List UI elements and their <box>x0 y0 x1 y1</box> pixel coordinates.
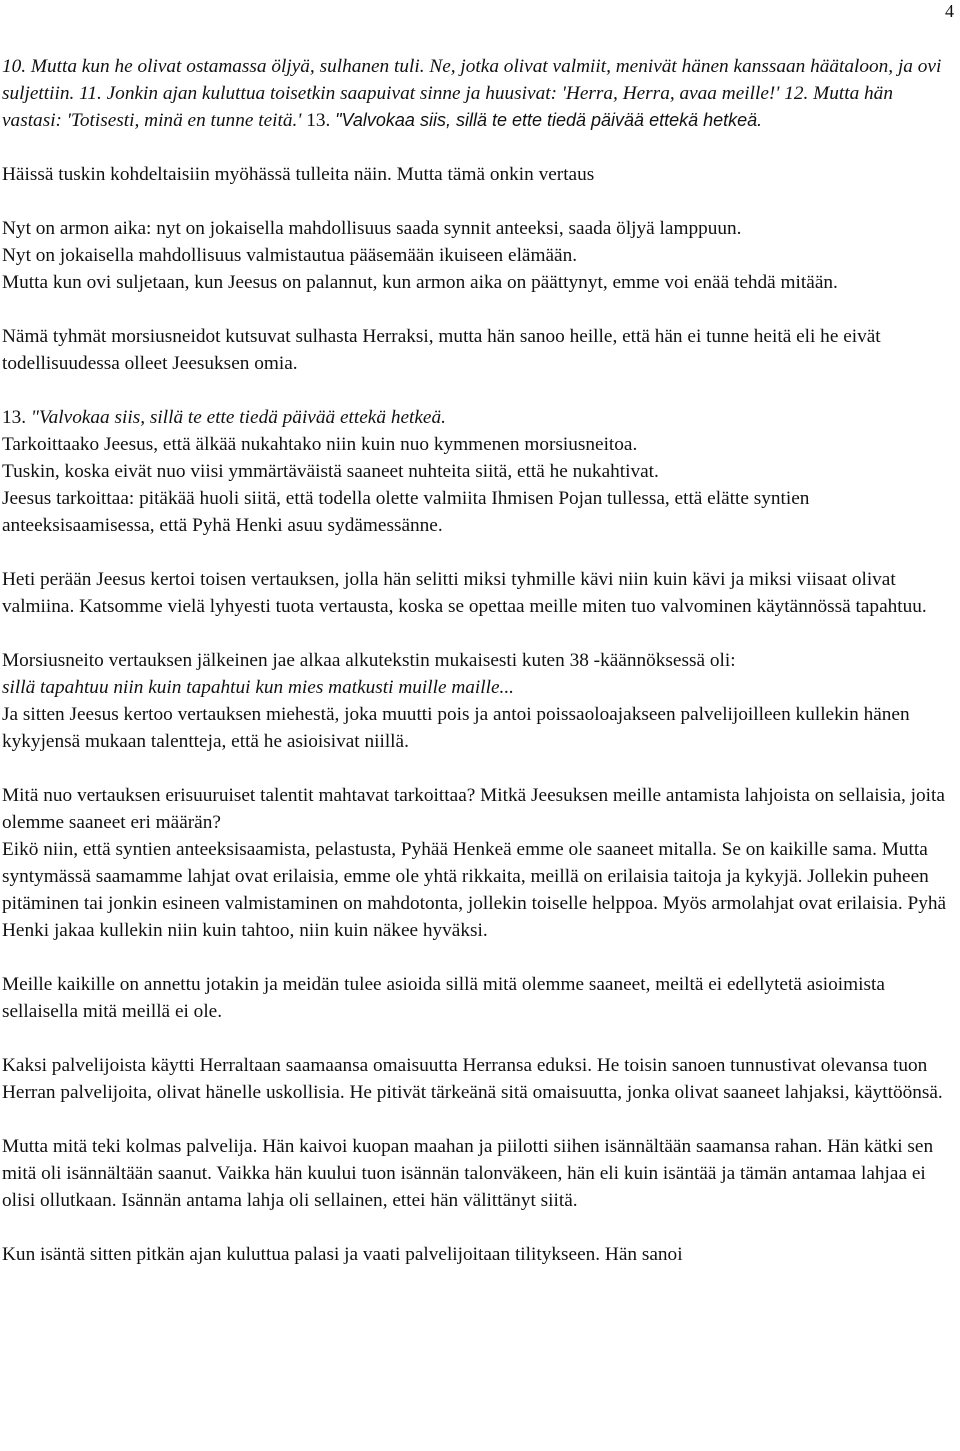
verse-13-text: "Valvokaa siis, sillä te ette tiedä päivää ettekä hetkeä. <box>335 110 763 130</box>
paragraph: Nyt on armon aika: nyt on jokaisella mahdollisuus saada synnit anteeksi, saada öljyä lamppuun. <box>2 218 742 239</box>
paragraph: Nyt on jokaisella mahdollisuus valmistautua pääsemään ikuiseen elämään. <box>2 245 578 266</box>
page-number: 4 <box>945 1 954 21</box>
scripture-quote-text: 10. Mutta kun he olivat ostamassa öljyä, sulhanen tuli. Ne, jotka olivat valmiit, menivät hänen kanssaan häätaloon, ja ovi suljettiin. 11. Jonkin ajan kuluttua toisetkin saapuivat sinne ja huusivat: 'Herra, Herra, avaa meille!' 12. Mutta hän vastasi: 'Totisesti, minä en tunne teitä.' <box>2 56 942 131</box>
paragraph: Heti perään Jeesus kertoi toisen vertauksen, jolla hän selitti miksi tyhmille kävi niin kuin kävi ja miksi viisaat olivat valmiina. Katsomme vielä lyhyesti tuota vertausta, koska se opettaa meille miten tuo valvominen käytännössä tapahtuu. <box>2 569 927 617</box>
paragraph: Kun isäntä sitten pitkän ajan kuluttua palasi ja vaati palvelijoitaan tilitykseen. Hän sanoi <box>2 1244 683 1265</box>
paragraph: Nämä tyhmät morsiusneidot kutsuvat sulhasta Herraksi, mutta hän sanoo heille, että hän ei tunne heitä eli he eivät todellisuudessa olleet Jeesuksen omia. <box>2 326 881 374</box>
paragraph: Mutta kun ovi suljetaan, kun Jeesus on palannut, kun armon aika on päättynyt, emme voi enää tehdä mitään. <box>2 272 838 293</box>
verse-quote <box>2 404 957 431</box>
paragraph: Tuskin, koska eivät nuo viisi ymmärtäväistä saaneet nuhteita siitä, että he nukahtivat. <box>2 461 659 482</box>
paragraph: Mitä nuo vertauksen erisuuruiset talentit mahtavat tarkoittaa? Mitkä Jeesuksen meille antamista lahjoista on sellaisia, joita olemme saaneet eri määrän? <box>2 785 945 833</box>
verse-number: 13. <box>306 110 336 131</box>
document-body <box>2 53 957 1268</box>
verse-13-quote: "Valvokaa siis, sillä te ette tiedä päivää ettekä hetkeä. <box>30 407 446 428</box>
paragraph: Häissä tuskin kohdeltaisiin myöhässä tulleita näin. Mutta tämä onkin vertaus <box>2 164 595 185</box>
paragraph: Tarkoittaako Jeesus, että älkää nukahtako niin kuin nuo kymmenen morsiusneitoa. <box>2 434 638 455</box>
paragraph: Mutta mitä teki kolmas palvelija. Hän kaivoi kuopan maahan ja piilotti siihen isännältään saamansa rahan. Hän kätki sen mitä oli isännältään saanut. Vaikka hän kuului tuon isännän talonväkeen, hän eli kuin isäntää ja tämän antamaa lahjaa ei olisi ollutkaan. Isännän antama lahja oli sellainen, ettei hän välittänyt siitä. <box>2 1136 934 1211</box>
scripture-quote <box>2 53 957 134</box>
verse-number: 13. <box>2 407 31 428</box>
paragraph: Eikö niin, että syntien anteeksisaamista, pelastusta, Pyhää Henkeä emme ole saaneet mitalla. Se on kaikille sama. Mutta syntymässä saamamme lahjat ovat erilaisia, emme ole yhtä rikkaita, meillä on erilaisia taitoja ja kykyjä. Jollekin puheen pitäminen tai jonkin esineen valmistaminen on mahdotonta, jollekin toiselle helppoa. Myös armolahjat ovat erilaisia. Pyhä Henki jakaa kullekin niin kuin tahtoo, niin kuin näkee hyväksi. <box>2 839 947 941</box>
paragraph: Meille kaikille on annettu jotakin ja meidän tulee asioida sillä mitä olemme saaneet, meiltä ei edellytetä asioimista sellaisella mitä meillä ei ole. <box>2 974 885 1022</box>
paragraph: Morsiusneito vertauksen jälkeinen jae alkaa alkutekstin mukaisesti kuten 38 -käännöksessä oli: <box>2 650 736 671</box>
paragraph: Jeesus tarkoittaa: pitäkää huoli siitä, että todella olette valmiita Ihmisen Pojan tullessa, että elätte syntien anteeksisaamisessa, että Pyhä Henki asuu sydämessänne. <box>2 488 810 536</box>
italic-quote: sillä tapahtuu niin kuin tapahtui kun mies matkusti muille maille... <box>2 677 514 698</box>
paragraph: Kaksi palvelijoista käytti Herraltaan saamaansa omaisuutta Herransa eduksi. He toisin sanoen tunnustivat olevansa tuon Herran palvelijoita, olivat hänelle uskollisia. He pitivät tärkeänä sitä omaisuutta, jonka olivat saaneet lahjaksi, käyttöönsä. <box>2 1055 943 1103</box>
paragraph: Ja sitten Jeesus kertoo vertauksen miehestä, joka muutti pois ja antoi poissaoloajakseen palvelijoilleen kullekin hänen kykyjensä mukaan talentteja, että he asioisivat niillä. <box>2 704 910 752</box>
